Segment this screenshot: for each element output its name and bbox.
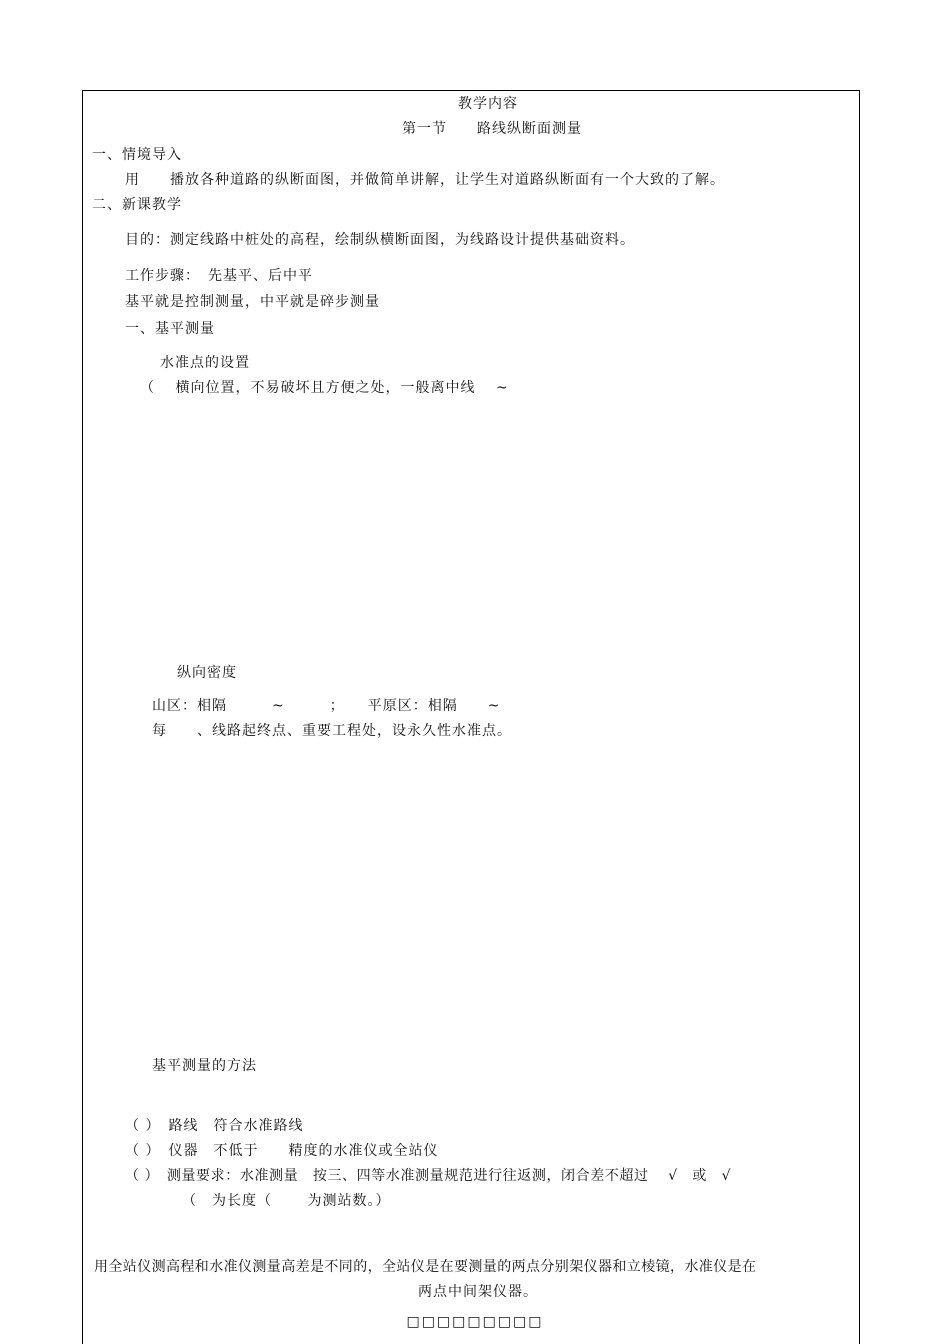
page-title: 教学内容 — [458, 96, 518, 112]
density-line-2: 每 、线路起终点、重要工程处，设永久性水准点。 — [152, 723, 512, 739]
page-footer: □□□□□□□□□ — [406, 1314, 544, 1330]
method-heading: 基平测量的方法 — [152, 1058, 257, 1074]
method-item: （ ） 仪器 不低于 精度的水准仪或全站仪 — [125, 1143, 439, 1159]
lesson-goal: 目的：测定线路中桩处的高程，绘制纵横断面图，为线路设计提供基础资料。 — [125, 232, 635, 248]
method-item: （ ） 测量要求：水准测量 按三、四等水准测量规范进行往返测，闭合差不超过 √ 或 √ — [125, 1168, 732, 1184]
method-item: （ ） 路线 符合水准路线 — [125, 1118, 304, 1134]
intro-text: 用 播放各种道路的纵断面图，并做简单讲解，让学生对道路纵断面有一个大致的了解。 — [125, 172, 725, 188]
density-heading: 纵向密度 — [177, 665, 237, 681]
work-steps-note: 基平就是控制测量，中平就是碎步测量 — [125, 294, 380, 310]
method-note: （ 为长度（ 为测站数。） — [182, 1193, 391, 1209]
part1-heading: 一、基平测量 — [125, 321, 215, 337]
intro-heading: 一、情境导入 — [92, 147, 182, 163]
density-line-1: 山区：相隔 ~ ； 平原区：相隔 ~ — [152, 698, 501, 714]
lesson-heading: 二、新课教学 — [92, 197, 182, 213]
closing-line-2: 两点中间架仪器。 — [418, 1284, 538, 1300]
benchmark-heading: 水准点的设置 — [160, 355, 250, 371]
benchmark-item: （ 横向位置，不易破坏且方便之处，一般离中线 ~ — [140, 380, 509, 396]
section-title: 第一节 路线纵断面测量 — [402, 121, 582, 137]
closing-line-1: 用全站仪测高程和水准仪测量高差是不同的，全站仪是在要测量的两点分别架仪器和立棱镜，水准仪是在 — [94, 1259, 757, 1275]
work-steps: 工作步骤： 先基平、后中平 — [125, 268, 313, 284]
